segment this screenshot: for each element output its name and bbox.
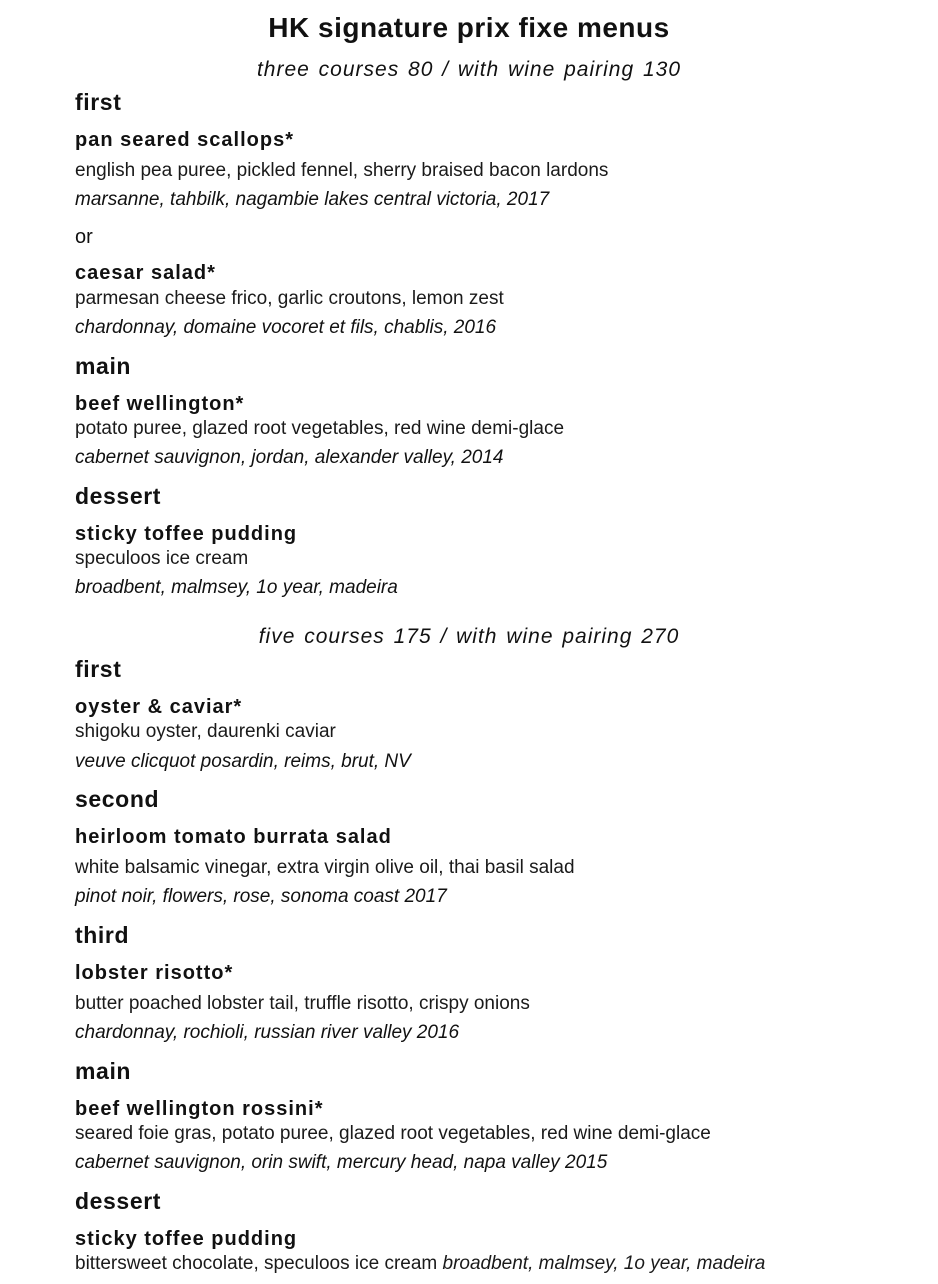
section-main: main (75, 1058, 132, 1084)
dish-description: parmesan cheese frico, garlic croutons, lemon zest (75, 288, 504, 309)
wine-pairing: pinot noir, flowers, rose, sonoma coast 2017 (75, 886, 447, 907)
dish-description: speculoos ice cream (75, 548, 249, 569)
or-separator: or (75, 226, 93, 248)
section-first: first (75, 656, 122, 682)
dish-name: oyster & caviar* (75, 696, 243, 718)
dish-description: potato puree, glazed root vegetables, red wine demi-glace (75, 418, 565, 439)
section-second: second (75, 786, 160, 812)
dish-description: english pea puree, pickled fennel, sherry braised bacon lardons (75, 160, 609, 181)
section-first: first (75, 89, 122, 115)
section-dessert: dessert (75, 1188, 162, 1214)
section-dessert: dessert (75, 483, 162, 509)
dish-name: beef wellington* (75, 393, 245, 415)
wine-pairing: broadbent, malmsey, 1o year, madeira (442, 1253, 766, 1274)
dish-description: shigoku oyster, daurenki caviar (75, 721, 336, 742)
wine-pairing: cabernet sauvignon, orin swift, mercury head, napa valley 2015 (75, 1152, 608, 1173)
wine-pairing: marsanne, tahbilk, nagambie lakes central victoria, 2017 (75, 189, 550, 210)
dish-name: sticky toffee pudding (75, 1228, 298, 1250)
dish-name: beef wellington rossini* (75, 1098, 324, 1120)
wine-pairing: broadbent, malmsey, 1o year, madeira (75, 577, 398, 598)
wine-pairing: cabernet sauvignon, jordan, alexander valley, 2014 (75, 447, 504, 468)
wine-pairing: chardonnay, rochioli, russian river valley 2016 (75, 1022, 460, 1043)
dish-description: seared foie gras, potato puree, glazed root vegetables, red wine demi-glace (75, 1123, 711, 1144)
dish-description: butter poached lobster tail, truffle risotto, crispy onions (75, 993, 530, 1014)
dish-name: pan seared scallops* (75, 129, 294, 151)
dish-name: sticky toffee pudding (75, 523, 298, 545)
dish-name: caesar salad* (75, 262, 216, 284)
five-course-heading: five courses 175 / with wine pairing 270 (258, 625, 680, 648)
page-title: HK signature prix fixe menus (268, 12, 670, 43)
wine-pairing: chardonnay, domaine vocoret et fils, chablis, 2016 (75, 317, 497, 338)
section-third: third (75, 922, 130, 948)
dish-description: bittersweet chocolate, speculoos ice cream (75, 1253, 438, 1274)
dish-name: heirloom tomato burrata salad (75, 826, 392, 848)
section-main: main (75, 353, 132, 379)
dish-description: white balsamic vinegar, extra virgin olive oil, thai basil salad (75, 857, 575, 878)
wine-pairing: veuve clicquot posardin, reims, brut, NV (75, 751, 411, 772)
dish-description-line (75, 1253, 765, 1275)
three-course-heading: three courses 80 / with wine pairing 130 (256, 58, 682, 81)
dish-name: lobster risotto* (75, 962, 234, 984)
